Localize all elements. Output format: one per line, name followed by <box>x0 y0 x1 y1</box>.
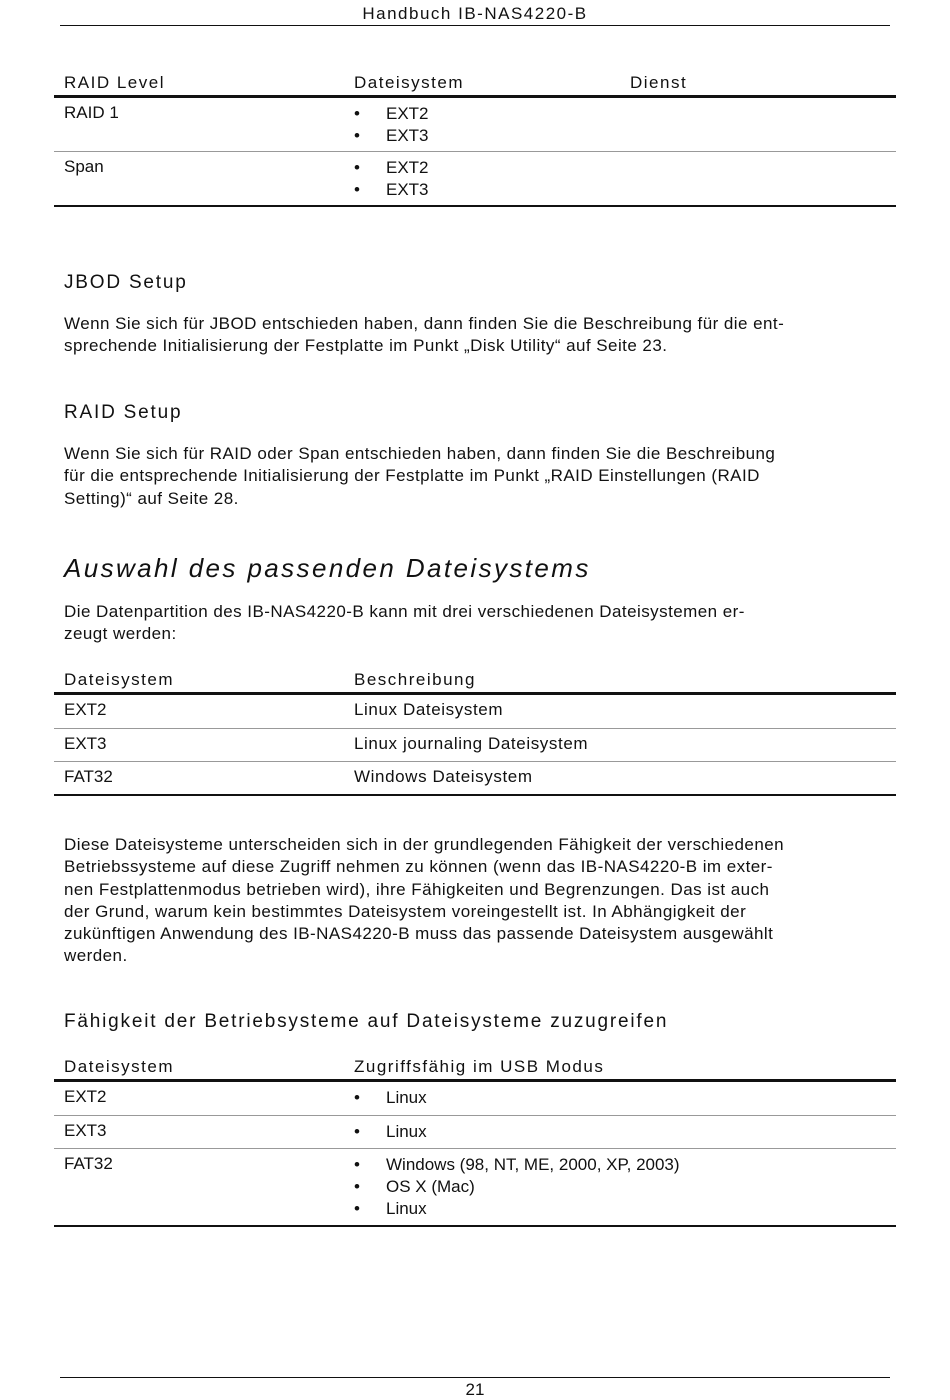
section-intro-paragraph: Die Datenpartition des IB-NAS4220-B kann mit drei verschiedenen Dateisystemen er- zeugt werden: <box>64 602 745 644</box>
list-item: • EXT2 <box>354 104 429 123</box>
bullet-icon: • <box>354 1155 360 1174</box>
bullet-icon: • <box>354 1199 360 1218</box>
list-item: • EXT3 <box>354 180 429 199</box>
list-item: • OS X (Mac) <box>354 1177 475 1196</box>
column-header-filesystem: Dateisystem <box>64 1057 175 1076</box>
bullet-icon: • <box>354 180 360 199</box>
description-cell: Windows Dateisystem <box>354 767 533 786</box>
page-number: 21 <box>465 1380 485 1399</box>
list-item: • EXT3 <box>354 126 429 145</box>
raid-table <box>54 73 896 207</box>
filesystem-list <box>354 157 429 201</box>
table-row <box>54 1082 896 1116</box>
description-cell: Linux Dateisystem <box>354 700 504 719</box>
access-table-header <box>54 1057 896 1079</box>
list-item: • EXT2 <box>354 158 429 177</box>
jbod-setup-heading: JBOD Setup <box>64 272 188 293</box>
bullet-icon: • <box>354 1177 360 1196</box>
column-header-service: Dienst <box>630 73 688 92</box>
list-item: • Linux <box>354 1199 427 1218</box>
list-item: • Linux <box>354 1088 427 1107</box>
filesystem-table <box>54 670 896 796</box>
column-header-filesystem: Dateisystem <box>354 73 465 92</box>
table-row <box>54 1149 896 1227</box>
table-row <box>54 98 896 152</box>
list-item: • Windows (98, NT, ME, 2000, XP, 2003) <box>354 1155 680 1174</box>
bullet-icon: • <box>354 126 360 145</box>
filesystem-cell: EXT3 <box>64 1121 107 1140</box>
access-heading: Fähigkeit der Betriebsysteme auf Dateisysteme zuzugreifen <box>64 1011 669 1032</box>
jbod-setup-paragraph: Wenn Sie sich für JBOD entschieden haben, dann finden Sie die Beschreibung für die ent- sprechende Initialisierung der Festplatte im Punkt „Disk Utility“ auf Seite 23. <box>64 314 785 356</box>
os-list <box>354 1154 680 1220</box>
raid-level-cell: Span <box>64 157 104 176</box>
table-row <box>54 695 896 729</box>
bullet-icon: • <box>354 104 360 123</box>
filesystem-cell: FAT32 <box>64 767 113 786</box>
footer-rule <box>60 1377 890 1378</box>
filesystem-list <box>354 103 429 147</box>
filesystem-table-header <box>54 670 896 692</box>
raid-table-header <box>54 73 896 95</box>
body-paragraph: Diese Dateisysteme unterscheiden sich in der grundlegenden Fähigkeit der verschiedenen Betriebssysteme auf diese Zugriff nehmen zu können (wenn das IB-NAS4220-B im exter- nen Festplattenmodus betrieben wird), ihre Fähigkeiten und Begrenzungen. Das ist auch der Grund, warum kein bestimmtes Dateisystem voreingestellt ist. In Abhängigkeit der zukünftigen Anwendung des IB-NAS4220-B muss das passende Dateisystem ausgewählt werden. <box>64 835 785 966</box>
table-row <box>54 1116 896 1149</box>
filesystem-cell: FAT32 <box>64 1154 113 1173</box>
header-rule <box>60 25 890 26</box>
os-list <box>354 1087 427 1109</box>
column-header-filesystem: Dateisystem <box>64 670 175 689</box>
filesystem-cell: EXT2 <box>64 700 107 719</box>
list-item: • Linux <box>354 1122 427 1141</box>
os-list <box>354 1121 427 1143</box>
filesystem-cell: EXT3 <box>64 734 107 753</box>
bullet-icon: • <box>354 1122 360 1141</box>
description-cell: Linux journaling Dateisystem <box>354 734 589 753</box>
running-header: Handbuch IB-NAS4220-B <box>362 4 588 23</box>
column-header-raid-level: RAID Level <box>64 73 165 92</box>
access-table <box>54 1057 896 1227</box>
table-row <box>54 152 896 207</box>
table-row <box>54 729 896 762</box>
raid-setup-heading: RAID Setup <box>64 402 183 423</box>
raid-level-cell: RAID 1 <box>64 103 119 122</box>
filesystem-cell: EXT2 <box>64 1087 107 1106</box>
column-header-usb-access: Zugriffsfähig im USB Modus <box>354 1057 605 1076</box>
table-row <box>54 762 896 796</box>
raid-setup-paragraph: Wenn Sie sich für RAID oder Span entschieden haben, dann finden Sie die Beschreibung für die entsprechende Initialisierung der Festplatte im Punkt „RAID Einstellungen (RAID Setting)“ auf Seite 28. <box>64 444 776 508</box>
bullet-icon: • <box>354 158 360 177</box>
section-heading: Auswahl des passenden Dateisystems <box>64 553 591 583</box>
column-header-description: Beschreibung <box>354 670 476 689</box>
bullet-icon: • <box>354 1088 360 1107</box>
